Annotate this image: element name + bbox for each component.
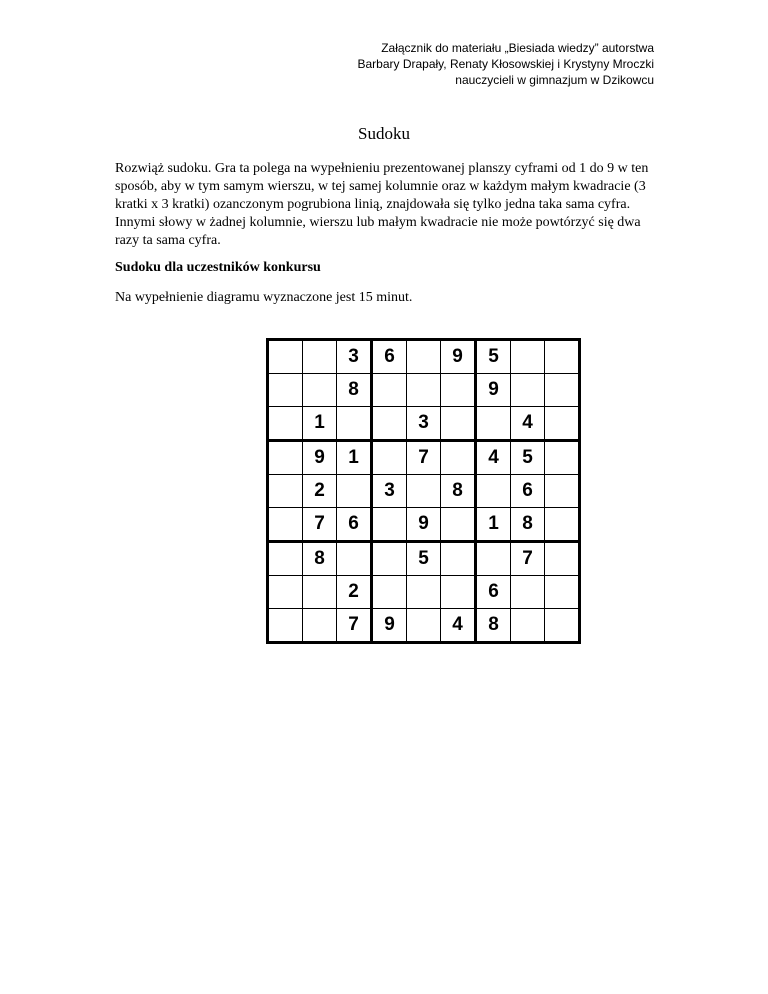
sudoku-cell: 9 — [476, 374, 511, 407]
sudoku-cell[interactable] — [303, 374, 337, 407]
sudoku-cell[interactable] — [268, 475, 303, 508]
section-heading: Sudoku dla uczestników konkursu — [115, 260, 321, 275]
sudoku-cell: 7 — [407, 441, 441, 475]
sudoku-cell[interactable] — [337, 407, 372, 441]
sudoku-cell[interactable] — [372, 508, 407, 542]
sudoku-row — [268, 576, 580, 609]
sudoku-cell[interactable] — [441, 441, 476, 475]
sudoku-cell: 5 — [511, 441, 545, 475]
sudoku-cell[interactable] — [268, 542, 303, 576]
sudoku-cell: 8 — [441, 475, 476, 508]
sudoku-row — [268, 407, 580, 441]
sudoku-cell[interactable] — [372, 542, 407, 576]
sudoku-cell[interactable] — [441, 508, 476, 542]
sudoku-cell[interactable] — [545, 340, 580, 374]
sudoku-cell: 5 — [407, 542, 441, 576]
sudoku-cell: 8 — [303, 542, 337, 576]
sudoku-row — [268, 475, 580, 508]
sudoku-cell: 3 — [372, 475, 407, 508]
sudoku-grid — [266, 338, 581, 644]
sudoku-cell: 4 — [441, 609, 476, 643]
sudoku-cell[interactable] — [407, 475, 441, 508]
sudoku-cell: 8 — [511, 508, 545, 542]
sudoku-cell[interactable] — [268, 609, 303, 643]
sudoku-cell[interactable] — [441, 374, 476, 407]
sudoku-cell[interactable] — [303, 609, 337, 643]
sudoku-cell: 7 — [303, 508, 337, 542]
sudoku-cell[interactable] — [545, 508, 580, 542]
sudoku-cell: 3 — [337, 340, 372, 374]
sudoku-cell: 6 — [476, 576, 511, 609]
sudoku-cell[interactable] — [545, 407, 580, 441]
sudoku-row — [268, 542, 580, 576]
sudoku-cell[interactable] — [545, 576, 580, 609]
sudoku-cell: 5 — [476, 340, 511, 374]
sudoku-cell[interactable] — [545, 374, 580, 407]
sudoku-cell[interactable] — [372, 576, 407, 609]
sudoku-cell: 9 — [303, 441, 337, 475]
sudoku-cell: 8 — [337, 374, 372, 407]
sudoku-cell: 4 — [511, 407, 545, 441]
sudoku-cell[interactable] — [545, 475, 580, 508]
sudoku-cell[interactable] — [545, 441, 580, 475]
sudoku-cell: 6 — [337, 508, 372, 542]
sudoku-cell[interactable] — [476, 542, 511, 576]
sudoku-cell[interactable] — [407, 374, 441, 407]
time-limit-note: Na wypełnienie diagramu wyznaczone jest 15 minut. — [115, 290, 413, 305]
sudoku-cell[interactable] — [476, 407, 511, 441]
sudoku-cell[interactable] — [545, 609, 580, 643]
attachment-note-line: nauczycieli w gimnazjum w Dzikowcu — [455, 73, 654, 87]
sudoku-cell[interactable] — [372, 441, 407, 475]
sudoku-cell: 6 — [372, 340, 407, 374]
sudoku-cell: 2 — [303, 475, 337, 508]
sudoku-cell: 6 — [511, 475, 545, 508]
sudoku-cell[interactable] — [511, 340, 545, 374]
sudoku-row — [268, 441, 580, 475]
sudoku-cell[interactable] — [268, 340, 303, 374]
sudoku-cell[interactable] — [545, 542, 580, 576]
sudoku-cell[interactable] — [511, 374, 545, 407]
sudoku-cell[interactable] — [441, 407, 476, 441]
sudoku-cell: 9 — [372, 609, 407, 643]
sudoku-cell[interactable] — [303, 576, 337, 609]
sudoku-cell[interactable] — [476, 475, 511, 508]
sudoku-cell: 9 — [441, 340, 476, 374]
sudoku-cell[interactable] — [268, 576, 303, 609]
sudoku-row — [268, 508, 580, 542]
sudoku-cell[interactable] — [372, 407, 407, 441]
sudoku-cell: 7 — [337, 609, 372, 643]
sudoku-cell[interactable] — [372, 374, 407, 407]
sudoku-cell: 7 — [511, 542, 545, 576]
sudoku-row — [268, 609, 580, 643]
sudoku-row — [268, 340, 580, 374]
sudoku-cell[interactable] — [441, 576, 476, 609]
sudoku-cell[interactable] — [511, 576, 545, 609]
attachment-note — [357, 40, 654, 88]
sudoku-cell[interactable] — [511, 609, 545, 643]
sudoku-cell: 8 — [476, 609, 511, 643]
sudoku-row — [268, 374, 580, 407]
sudoku-cell[interactable] — [407, 340, 441, 374]
sudoku-cell: 1 — [337, 441, 372, 475]
instructions-paragraph: Rozwiąż sudoku. Gra ta polega na wypełnieniu prezentowanej planszy cyframi od 1 do 9 w ten sposób, aby w tym samym wierszu, w tej samej kolumnie oraz w każdym małym kwadracie (3 kratki x 3 kratki) ozanczonym pogrubiona linią, znajdowała się tylko jedna taka sama cyfra. Innymi słowy w żadnej kolumnie, wierszu lub małym kwadracie nie może powtórzyć się dwa razy ta sama cyfra. — [115, 161, 649, 248]
sudoku-cell[interactable] — [268, 374, 303, 407]
sudoku-cell[interactable] — [337, 475, 372, 508]
sudoku-cell: 2 — [337, 576, 372, 609]
sudoku-cell[interactable] — [441, 542, 476, 576]
sudoku-cell[interactable] — [268, 508, 303, 542]
sudoku-cell[interactable] — [303, 340, 337, 374]
sudoku-cell[interactable] — [268, 407, 303, 441]
sudoku-cell[interactable] — [407, 576, 441, 609]
attachment-note-line: Załącznik do materiału „Biesiada wiedzy” autorstwa — [381, 41, 654, 55]
sudoku-cell: 3 — [407, 407, 441, 441]
sudoku-cell: 4 — [476, 441, 511, 475]
sudoku-cell: 9 — [407, 508, 441, 542]
sudoku-cell[interactable] — [337, 542, 372, 576]
sudoku-cell[interactable] — [407, 609, 441, 643]
sudoku-cell: 1 — [476, 508, 511, 542]
attachment-note-line: Barbary Drapały, Renaty Kłosowskiej i Krystyny Mroczki — [357, 57, 654, 71]
sudoku-cell[interactable] — [268, 441, 303, 475]
page-title: Sudoku — [358, 124, 410, 143]
sudoku-cell: 1 — [303, 407, 337, 441]
